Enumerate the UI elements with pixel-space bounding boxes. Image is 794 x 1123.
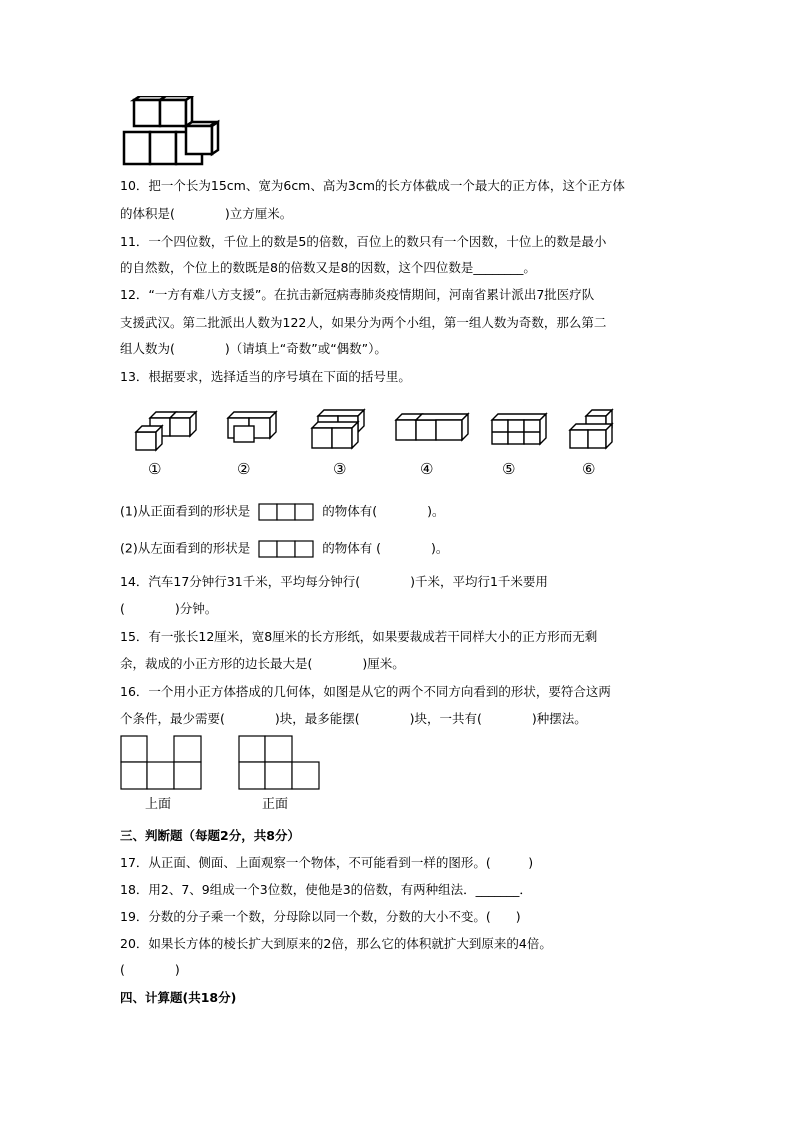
three-square-view-icon (258, 503, 314, 521)
q14-line1: 14．汽车17分钟行31千米，平均每分钟行( )千米，平均行1千米要用 (120, 574, 548, 589)
three-square-view-icon (258, 540, 314, 558)
q11-line2: 的自然数，个位上的数既是8的倍数又是8的因数，这个四位数是________。 (120, 260, 536, 275)
q17: 17．从正面、侧面、上面观察一个物体，不可能看到一样的图形。( ) (120, 855, 534, 870)
solid-label-1: ① (148, 460, 162, 478)
q15-line1: 15．有一张长12厘米，宽8厘米的长方形纸，如果要裁成若干同样大小的正方形而无剩 (120, 629, 598, 644)
q13-sub2 (120, 540, 448, 558)
q13-sub1 (120, 503, 444, 521)
solid-3 (312, 410, 364, 448)
q18: 18．用2、7、9组成一个3位数，使他是3的倍数，有两种组法．_______． (120, 882, 532, 897)
q13-sub1-suffix: 的物体有( )。 (322, 503, 445, 519)
q13-sub1-prefix: (1)从正面看到的形状是 (120, 503, 251, 519)
q13-solids-figure (130, 408, 630, 460)
solid-2 (228, 412, 276, 442)
solid-1 (136, 412, 196, 450)
q10-line2: 的体积是( )立方厘米。 (120, 206, 293, 221)
q19: 19．分数的分子乘一个数，分母除以同一个数，分数的大小不变。( ) (120, 909, 521, 924)
solid-label-6: ⑥ (582, 460, 596, 478)
q16-line1: 16．一个用小正方体搭成的几何体，如图是从它的两个不同方向看到的形状，要符合这两 (120, 684, 611, 699)
top-view-figure (120, 735, 204, 791)
solid-4 (396, 414, 468, 440)
q16-line2: 个条件，最少需要( )块，最多能摆( )块，一共有( )种摆法。 (120, 711, 587, 726)
solid-label-2: ② (237, 460, 251, 478)
cube-stack-figure (120, 96, 225, 168)
q10-line1: 10．把一个长为15cm、宽为6cm、高为3cm的长方体截成一个最大的正方体，这个正方体 (120, 178, 625, 193)
front-view-figure (238, 735, 322, 791)
q12-line1: 12．“一方有难八方支援”。在抗击新冠病毒肺炎疫情期间，河南省累计派出7批医疗队 (120, 287, 595, 302)
q15-line2: 余，裁成的小正方形的边长最大是( )厘米。 (120, 656, 405, 671)
solid-6 (570, 410, 612, 448)
q12-line3: 组人数为( )（请填上“奇数”或“偶数”）。 (120, 341, 387, 356)
solid-5 (492, 414, 546, 444)
q20-line1: 20．如果长方体的棱长扩大到原来的2倍，那么它的体积就扩大到原来的4倍。 (120, 936, 552, 951)
solid-label-3: ③ (333, 460, 347, 478)
q13-sub2-suffix: 的物体有 ( )。 (322, 540, 449, 556)
q11-line1: 11．一个四位数，千位上的数是5的倍数，百位上的数只有一个因数，十位上的数是最小 (120, 234, 607, 249)
front-view-caption: 正面 (262, 797, 289, 812)
section3-title: 三、判断题（每题2分，共8分） (120, 828, 300, 843)
section4-title: 四、计算题(共18分) (120, 990, 237, 1005)
q12-line2: 支援武汉。第二批派出人数为122人，如果分为两个小组，第一组人数为奇数，那么第二 (120, 315, 607, 330)
q14-line2: ( )分钟。 (120, 601, 218, 616)
q13-sub2-prefix: (2)从左面看到的形状是 (120, 540, 251, 556)
solid-label-4: ④ (420, 460, 434, 478)
top-view-caption: 上面 (145, 797, 172, 812)
q20-line2: ( ) (120, 962, 180, 977)
q13-line1: 13．根据要求，选择适当的序号填在下面的括号里。 (120, 369, 411, 384)
solid-label-5: ⑤ (502, 460, 516, 478)
